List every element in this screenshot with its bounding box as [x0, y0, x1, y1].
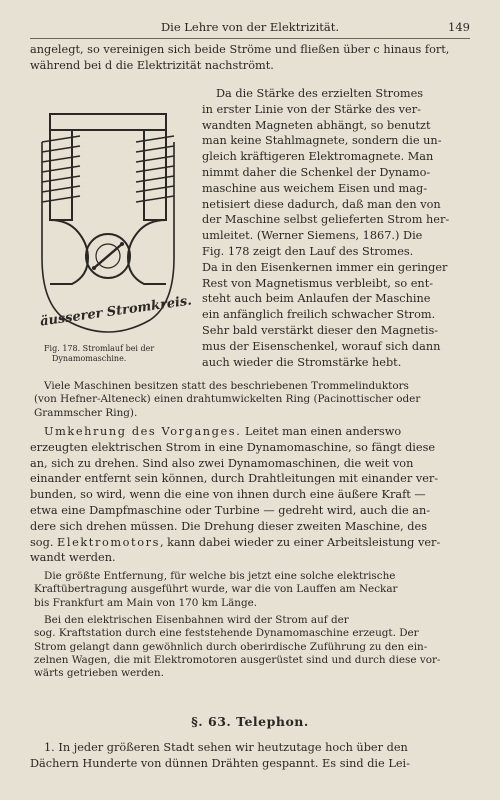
- text-fragment: Leitet man einen anderswo: [241, 425, 402, 438]
- text-line: auch wieder die Stromstärke hebt.: [202, 355, 402, 369]
- text-line: Grammscher Ring).: [34, 406, 138, 419]
- page-number: 149: [448, 20, 470, 34]
- text-fragment: , kann dabei wieder zu einer Arbeitsleistung ver-: [160, 535, 441, 549]
- text-line: wärts getrieben werden.: [34, 667, 164, 680]
- text-line: nimmt daher die Schenkel der Dynamo-: [202, 165, 431, 179]
- running-header: [30, 20, 470, 39]
- text-line: steht auch beim Anlaufen der Maschine: [202, 292, 431, 306]
- text-line: Viele Maschinen besitzen statt des beschriebenen Trommelinduktors: [44, 380, 409, 392]
- text-line: etwa eine Dampfmaschine oder Turbine — gedreht wird, auch die an-: [30, 503, 431, 517]
- text-line: Strom gelangt dann gewöhnlich durch oberirdische Zuführung zu den ein-: [34, 640, 428, 653]
- reversal-paragraph: [30, 424, 478, 566]
- text-line: Da in den Eisenkernen immer ein geringer: [202, 260, 448, 274]
- external-circuit-label: äusserer Stromkreis.: [39, 293, 193, 330]
- running-title: Die Lehre von der Elektrizität.: [160, 20, 340, 34]
- text-line: man keine Stahlmagnete, sondern die un-: [202, 134, 442, 148]
- text-line: [30, 535, 478, 551]
- text-line: sog. Kraftstation durch eine feststehende Dynamomaschine erzeugt. Der: [34, 627, 419, 640]
- text-line: einander entfernt sein können, durch Drahtleitungen mit einander ver-: [30, 472, 439, 486]
- text-line: Sehr bald verstärkt dieser den Magnetis-: [202, 323, 439, 337]
- text-line: Bei den elektrischen Eisenbahnen wird der Strom auf der: [44, 614, 349, 626]
- text-line: umleitet. (Werner Siemens, 1867.) Die: [202, 229, 423, 243]
- text-line: erzeugten elektrischen Strom in eine Dynamomaschine, so fängt diese: [30, 440, 436, 454]
- text-line: Kraftübertragung ausgeführt wurde, war die von Lauffen am Neckar: [34, 583, 398, 596]
- text-fragment: sog.: [30, 535, 58, 549]
- text-line: ein anfänglich freilich schwacher Strom.: [202, 308, 436, 322]
- note-paragraph-transmission: [34, 570, 476, 610]
- text-line: wandt werden.: [30, 551, 116, 565]
- text-line: netisiert diese dadurch, daß man den von: [202, 197, 441, 211]
- text-line: zelnen Wagen, die mit Elektromotoren ausgerüstet sind und durch diese vor-: [34, 653, 441, 666]
- section-heading: §. 63. Telephon.: [191, 714, 309, 729]
- text-line: während bei d die Elektrizität nachströmt.: [30, 58, 274, 72]
- text-line: mus der Eisenschenkel, worauf sich dann: [202, 339, 441, 353]
- text-line: wandten Magneten abhängt, so benutzt: [202, 118, 431, 132]
- text-line: maschine aus weichem Eisen und mag-: [202, 181, 428, 195]
- text-line: der Maschine selbst gelieferten Strom her-: [202, 213, 450, 227]
- term-elektromotors: Elektromotors: [57, 535, 160, 549]
- text-line: (von Hefner-Alteneck) einen drahtumwickelten Ring (Pacinottischer oder: [34, 393, 421, 406]
- caption-line: Fig. 178. Stromlauf bei der: [44, 344, 155, 353]
- figure-caption: [44, 344, 184, 364]
- text-line: angelegt, so vereinigen sich beide Ströme und fließen über c hinaus fort,: [30, 43, 450, 56]
- note-paragraph-railways: [34, 614, 476, 680]
- caption-line: Dynamomaschine.: [52, 354, 127, 363]
- text-line: bis Frankfurt am Main von 170 km Länge.: [34, 596, 258, 609]
- reversal-heading: Umkehrung des Vorganges.: [44, 425, 242, 438]
- text-line: Da die Stärke des erzielten Stromes: [216, 87, 424, 100]
- text-line: gleich kräftigeren Elektromagnete. Man: [202, 150, 434, 164]
- text-line: Rest von Magnetismus verbleibt, so ent-: [202, 276, 434, 290]
- text-line: in erster Linie von der Stärke des ver-: [202, 102, 421, 116]
- text-line: an, sich zu drehen. Sind also zwei Dynamomaschinen, die weit von: [30, 456, 414, 470]
- opening-lines: [30, 42, 478, 74]
- note-paragraph-ring: [34, 380, 476, 420]
- right-column-paragraph: [202, 86, 478, 370]
- text-line: [30, 424, 478, 440]
- text-line: Die größte Entfernung, für welche bis jetzt eine solche elektrische: [44, 570, 396, 582]
- text-line: bunden, so wird, wenn die eine von ihnen durch eine äußere Kraft —: [30, 488, 426, 502]
- telephone-paragraph: [30, 740, 478, 772]
- text-line: Dächern Hunderte von dünnen Drähten gespannt. Es sind die Lei-: [30, 756, 410, 770]
- text-line: dere sich drehen müssen. Die Drehung dieser zweiten Maschine, des: [30, 519, 427, 533]
- text-line: Fig. 178 zeigt den Lauf des Stromes.: [202, 244, 414, 258]
- text-line: 1. In jeder größeren Stadt sehen wir heutzutage hoch über den: [44, 741, 408, 754]
- figure-178: [28, 108, 196, 368]
